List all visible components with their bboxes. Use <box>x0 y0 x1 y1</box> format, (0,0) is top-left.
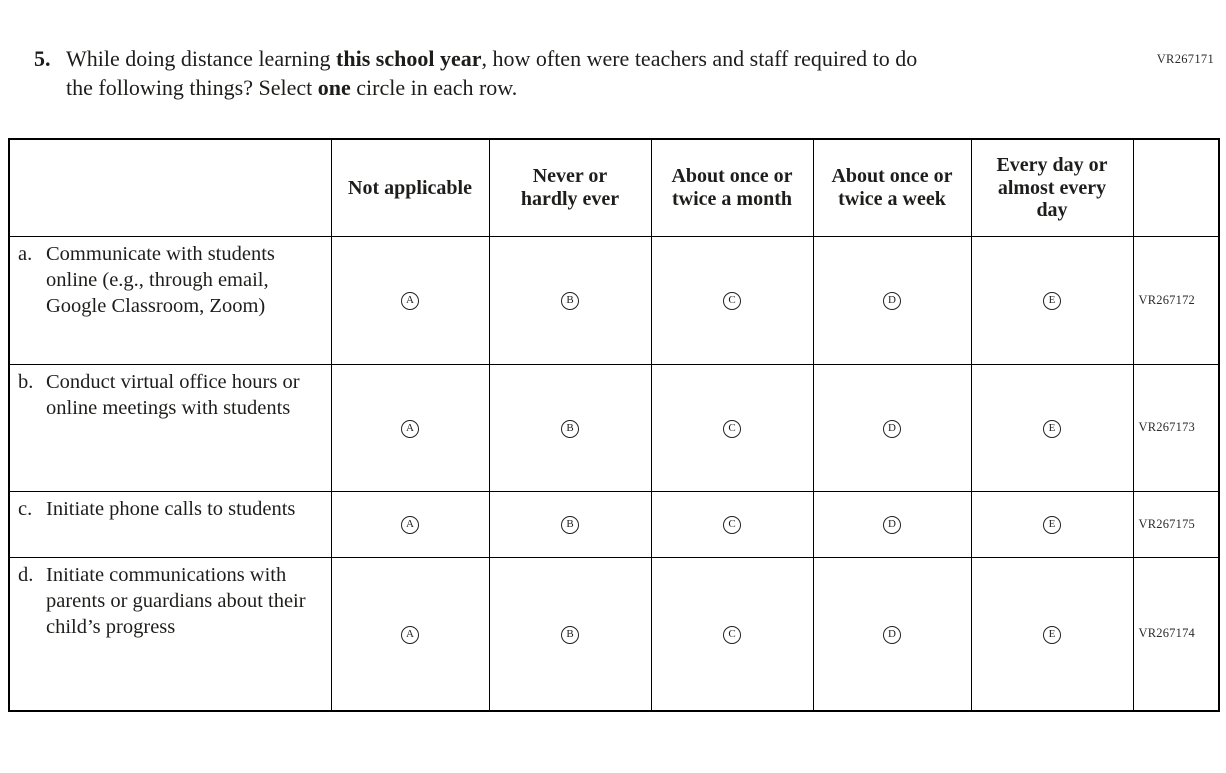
option-d-circle[interactable]: D <box>883 292 901 310</box>
answer-cell-once-week[interactable] <box>813 364 971 491</box>
row-label-cell <box>9 557 331 711</box>
row-text: Communicate with students online (e.g., through email, Google Classroom, Zoom) <box>46 242 275 318</box>
option-e-circle[interactable]: E <box>1043 516 1061 534</box>
answer-cell-once-month[interactable] <box>651 236 813 364</box>
header-code-empty-cell <box>1133 139 1219 236</box>
option-b-circle[interactable]: B <box>561 420 579 438</box>
option-e-circle[interactable]: E <box>1043 626 1061 644</box>
option-a-circle[interactable]: A <box>401 626 419 644</box>
option-c-circle[interactable]: C <box>723 420 741 438</box>
question-text <box>66 44 936 102</box>
row-code: VR267172 <box>1133 236 1219 364</box>
answer-cell-never[interactable] <box>489 491 651 557</box>
option-a-circle[interactable]: A <box>401 292 419 310</box>
row-text: Conduct virtual office hours or online meetings with students <box>46 370 300 419</box>
answer-cell-once-week[interactable] <box>813 236 971 364</box>
row-label-cell <box>9 491 331 557</box>
option-c-circle[interactable]: C <box>723 516 741 534</box>
answer-cell-once-month[interactable] <box>651 557 813 711</box>
table-row-a <box>9 236 1219 364</box>
table-row-b <box>9 364 1219 491</box>
table-row-d <box>9 557 1219 711</box>
answer-cell-never[interactable] <box>489 236 651 364</box>
answer-cell-not-applicable[interactable] <box>331 364 489 491</box>
answer-cell-every-day[interactable] <box>971 557 1133 711</box>
question-5 <box>34 44 1226 102</box>
answer-cell-not-applicable[interactable] <box>331 491 489 557</box>
question-bold-school-year: this school year <box>336 46 482 71</box>
answer-cell-never[interactable] <box>489 557 651 711</box>
option-b-circle[interactable]: B <box>561 516 579 534</box>
answer-cell-once-week[interactable] <box>813 491 971 557</box>
question-bold-one: one <box>317 75 351 101</box>
question-text-segment-2: , how often were teachers and staff required to do the following things? Select <box>66 46 918 101</box>
frequency-matrix-table <box>8 138 1220 712</box>
question-text-segment-1: While doing distance learning <box>66 46 337 71</box>
row-letter: c. <box>18 497 33 520</box>
option-a-circle[interactable]: A <box>401 516 419 534</box>
row-text: Initiate phone calls to students <box>46 497 296 520</box>
row-code: VR267174 <box>1133 557 1219 711</box>
option-c-circle[interactable]: C <box>723 292 741 310</box>
row-text: Initiate communications with parents or guardians about their child’s progress <box>46 563 306 639</box>
option-e-circle[interactable]: E <box>1043 420 1061 438</box>
answer-cell-not-applicable[interactable] <box>331 236 489 364</box>
answer-cell-once-week[interactable] <box>813 557 971 711</box>
header-once-twice-week: About once or twice a week <box>813 139 971 236</box>
row-code: VR267175 <box>1133 491 1219 557</box>
option-d-circle[interactable]: D <box>883 626 901 644</box>
row-label-cell <box>9 236 331 364</box>
question-number: 5. <box>34 46 51 71</box>
row-label-cell <box>9 364 331 491</box>
option-a-circle[interactable]: A <box>401 420 419 438</box>
option-b-circle[interactable]: B <box>561 626 579 644</box>
option-d-circle[interactable]: D <box>883 420 901 438</box>
answer-cell-never[interactable] <box>489 364 651 491</box>
answer-cell-not-applicable[interactable] <box>331 557 489 711</box>
header-row <box>9 139 1219 236</box>
answer-cell-once-month[interactable] <box>651 491 813 557</box>
header-not-applicable: Not applicable <box>331 139 489 236</box>
header-never-hardly-ever: Never or hardly ever <box>489 139 651 236</box>
header-every-day: Every day or almost every day <box>971 139 1133 236</box>
row-code: VR267173 <box>1133 364 1219 491</box>
option-d-circle[interactable]: D <box>883 516 901 534</box>
table-row-c <box>9 491 1219 557</box>
row-letter: a. <box>18 242 33 265</box>
option-e-circle[interactable]: E <box>1043 292 1061 310</box>
question-text-segment-3: circle in each row. <box>350 75 518 101</box>
answer-cell-every-day[interactable] <box>971 364 1133 491</box>
option-b-circle[interactable]: B <box>561 292 579 310</box>
option-c-circle[interactable]: C <box>723 626 741 644</box>
answer-cell-every-day[interactable] <box>971 236 1133 364</box>
header-once-twice-month: About once or twice a month <box>651 139 813 236</box>
form-code: VR267171 <box>1156 52 1214 66</box>
answer-cell-every-day[interactable] <box>971 491 1133 557</box>
answer-cell-once-month[interactable] <box>651 364 813 491</box>
header-empty-cell <box>9 139 331 236</box>
row-letter: d. <box>18 563 34 586</box>
row-letter: b. <box>18 370 34 393</box>
